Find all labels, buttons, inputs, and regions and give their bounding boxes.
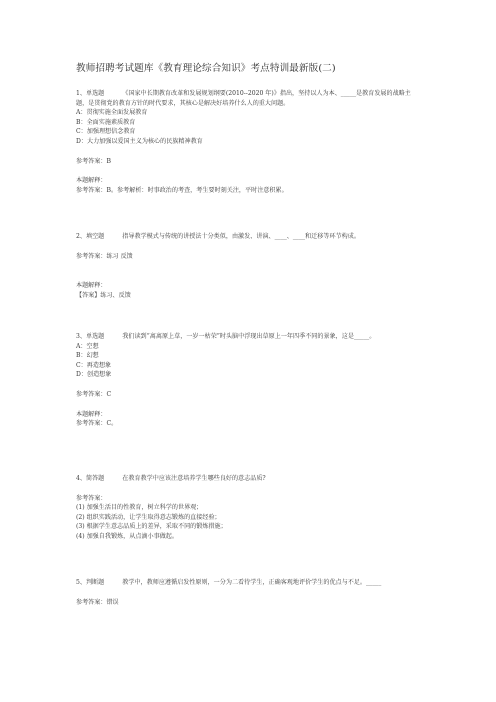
- question-3-analysis-label: 本题解释：: [76, 410, 107, 418]
- question-1: [76, 89, 421, 195]
- question-2-text: 指导教学模式与传统的讲授法十分类似，由激发、讲演、____、____和迁移等环节构成。: [122, 233, 360, 240]
- question-5: [76, 578, 421, 607]
- question-5-stem: [76, 578, 421, 588]
- question-3-option-b: B：幻想: [76, 352, 99, 360]
- question-5-text: 教学中，教师应遵循启发性原则，一分为二看待学生，正确客观地评价学生的优点与不足。_____: [122, 579, 382, 586]
- question-4-answer: 参考答案：: [76, 494, 107, 502]
- question-1-analysis-label: 本题解释：: [76, 177, 107, 185]
- question-2-analysis: 【答案】练习、反馈: [76, 291, 131, 299]
- question-1-answer: 参考答案：B: [76, 157, 111, 165]
- question-1-text: 《国家中长期教育改革和发展规划纲要(2010--2020 年)》指出，坚持以人为本、_____是教育发展的战略主题，是贯彻党的教育方针的时代要求，其核心是解决好培养什么人的重大问题。: [76, 90, 411, 107]
- question-2-answer: 参考答案：练习 反馈: [76, 252, 133, 260]
- question-1-stem: [76, 89, 421, 108]
- question-3-analysis: 参考答案：C。: [76, 420, 118, 428]
- question-2-type: 2、填空题: [76, 233, 105, 240]
- question-3-option-d: D：创造想象: [76, 371, 112, 379]
- question-1-option-c: C：加强理想信念教育: [76, 128, 136, 136]
- question-1-option-a: A：贯彻实施全面发展教育: [76, 109, 148, 117]
- question-4-point-1: (1) 加强生活目的性教育，树立科学的世界观；: [76, 504, 203, 512]
- question-5-type: 5、判断题: [76, 579, 105, 586]
- question-4-point-2: (2) 组织实践活动，让学生取得意志锻炼的直接经验；: [76, 513, 221, 521]
- question-3-text: 我们读到“离离原上草，一岁一枯荣”时头脑中浮现出草原上一年四季不同的景象，这是_____。: [122, 333, 376, 340]
- question-4-text: 在教育教学中应该注意培养学生哪些良好的意志品质?: [122, 475, 266, 482]
- question-3-option-a: A：空想: [76, 342, 99, 350]
- question-4: [76, 474, 421, 542]
- question-2: [76, 232, 421, 300]
- question-3-stem: [76, 332, 421, 342]
- question-1-analysis: 参考答案：B。参考解析：时事政治的考查，考生要时刻关注，平时注意积累。: [76, 186, 288, 194]
- question-4-stem: [76, 474, 421, 484]
- question-3-answer: 参考答案：C: [76, 390, 112, 398]
- question-4-type: 4、简答题: [76, 475, 105, 482]
- question-3: [76, 332, 421, 429]
- question-3-option-c: C：再造想象: [76, 361, 112, 369]
- question-1-option-b: B：全面实施素质教育: [76, 118, 136, 126]
- question-4-point-4: (4) 加强自我锻炼，从点滴小事做起。: [76, 532, 178, 540]
- page-title: 教师招聘考试题库《教育理论综合知识》考点特训最新版(二): [76, 63, 336, 74]
- question-2-stem: [76, 232, 421, 242]
- question-4-point-3: (3) 根据学生意志品质上的差异，采取不同的锻炼措施；: [76, 523, 227, 531]
- question-5-answer: 参考答案：错误: [76, 598, 119, 606]
- question-2-analysis-label: 本题解释：: [76, 282, 107, 290]
- question-1-type: 1、单选题: [76, 90, 105, 97]
- question-1-option-d: D：大力加强以爱国主义为核心的民族精神教育: [76, 137, 203, 145]
- question-3-type: 3、单选题: [76, 333, 105, 340]
